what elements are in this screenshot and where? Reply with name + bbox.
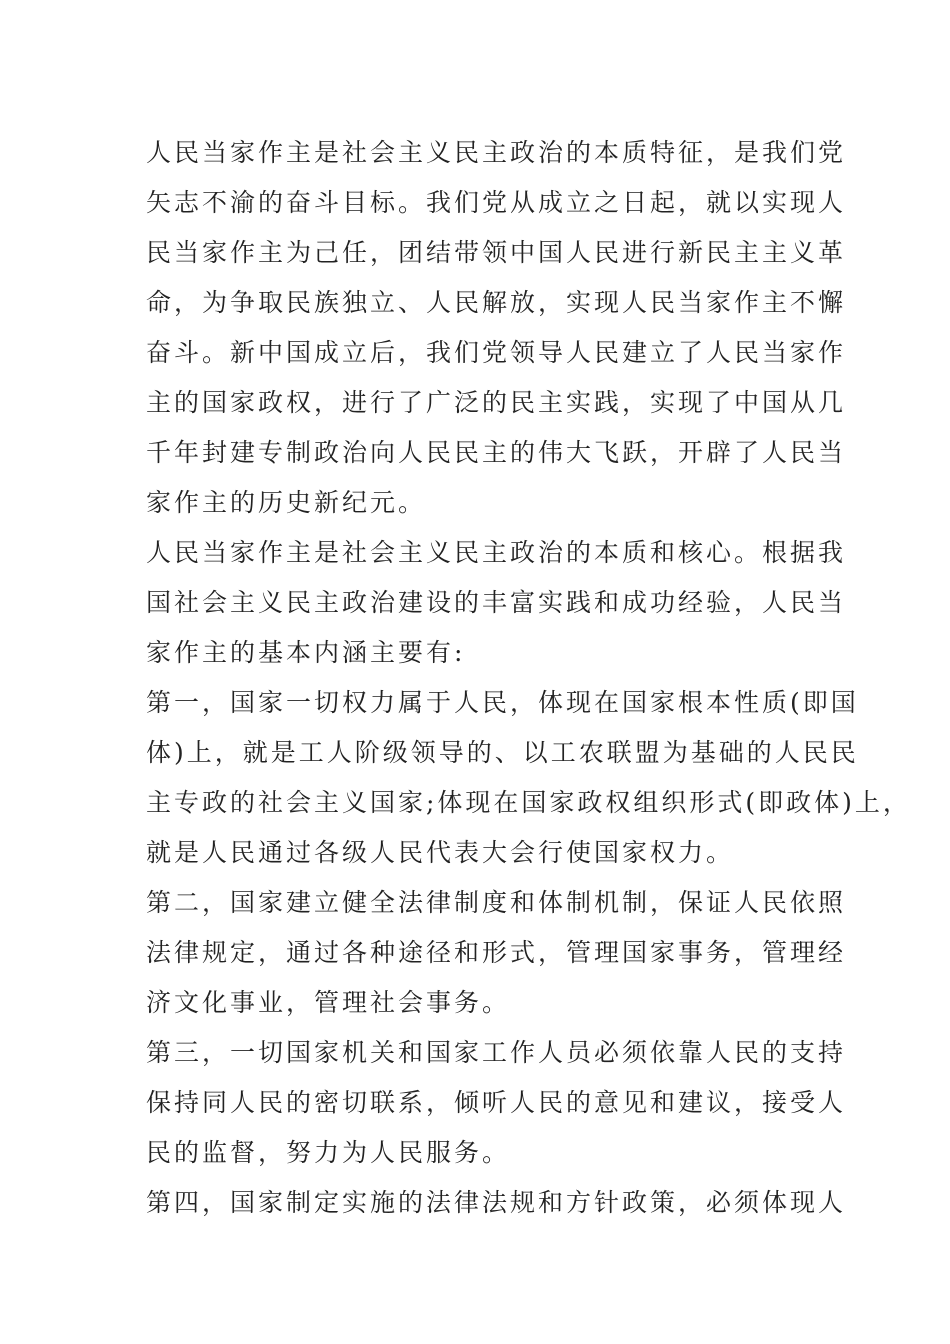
text-line: 第二，国家建立健全法律制度和体制机制，保证人民依照 <box>146 888 847 917</box>
text-line: 第四，国家制定实施的法律法规和方针政策，必须体现人 <box>146 1188 847 1217</box>
text-line: 人民当家作主是社会主义民主政治的本质特征，是我们党 <box>146 138 847 167</box>
paragraph-point-three <box>146 1028 847 1178</box>
paragraph-point-two <box>146 878 847 1028</box>
text-line: 就是人民通过各级人民代表大会行使国家权力。 <box>146 838 735 867</box>
text-line: 法律规定，通过各种途径和形式，管理国家事务，管理经 <box>146 938 847 967</box>
paragraph-essence-and-core <box>146 528 847 678</box>
text-line: 主的国家政权，进行了广泛的民主实践，实现了中国从几 <box>146 388 847 417</box>
text-line: 人民当家作主是社会主义民主政治的本质和核心。根据我 <box>146 538 847 567</box>
text-line: 济文化事业，管理社会事务。 <box>146 988 511 1017</box>
text-line: 体)上，就是工人阶级领导的、以工农联盟为基础的人民民 <box>146 738 859 767</box>
text-line: 民的监督，努力为人民服务。 <box>146 1138 511 1167</box>
text-line: 第三，一切国家机关和国家工作人员必须依靠人民的支持 <box>146 1038 847 1067</box>
paragraph-point-one <box>146 678 911 878</box>
text-line: 国社会主义民主政治建设的丰富实践和成功经验，人民当 <box>146 588 847 617</box>
text-line: 家作主的基本内涵主要有: <box>146 638 466 667</box>
paragraph-essential-feature <box>146 128 847 528</box>
text-line: 主专政的社会主义国家;体现在国家政权组织形式(即政体)上， <box>146 788 911 817</box>
paragraph-point-four <box>146 1178 847 1228</box>
text-line: 家作主的历史新纪元。 <box>146 488 427 517</box>
text-line: 千年封建专制政治向人民民主的伟大飞跃，开辟了人民当 <box>146 438 847 467</box>
text-line: 民当家作主为己任，团结带领中国人民进行新民主主义革 <box>146 238 847 267</box>
text-line: 保持同人民的密切联系，倾听人民的意见和建议，接受人 <box>146 1088 847 1117</box>
text-line: 矢志不渝的奋斗目标。我们党从成立之日起，就以实现人 <box>146 188 847 217</box>
text-line: 命，为争取民族独立、人民解放，实现人民当家作主不懈 <box>146 288 847 317</box>
document-body <box>146 128 911 1228</box>
text-line: 第一，国家一切权力属于人民，体现在国家根本性质(即国 <box>146 688 859 717</box>
text-line: 奋斗。新中国成立后，我们党领导人民建立了人民当家作 <box>146 338 847 367</box>
